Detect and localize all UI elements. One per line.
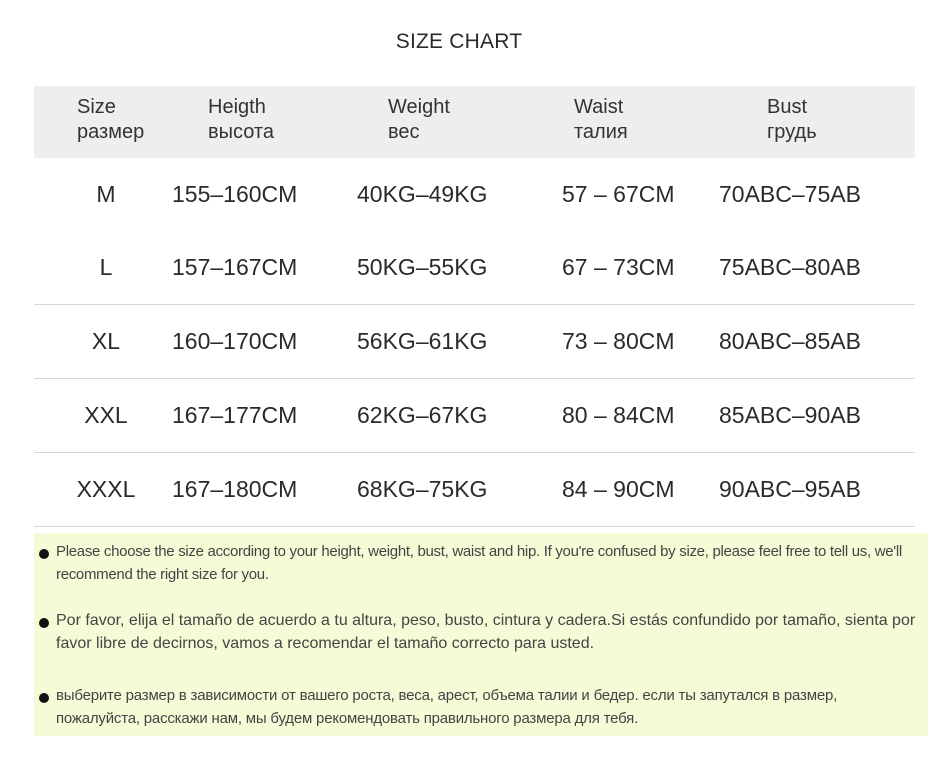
cell-size: XXL: [84, 402, 128, 428]
cell-bust: 90ABC–95AB: [719, 476, 861, 502]
bullet-icon: [39, 693, 49, 703]
notes-panel: [34, 533, 928, 736]
table-row: [34, 231, 915, 305]
cell-waist: 80 – 84CM: [562, 402, 675, 428]
cell-height: 157–167CM: [172, 254, 298, 280]
header-size: Size размер: [77, 96, 145, 143]
cell-weight: 50KG–55KG: [357, 254, 488, 280]
note-russian: выберите размер в зависимости от вашего роста, веса, арест, объема талии и бедер. если ты запутался в размер, пожалуйста, расскажи нам, мы будем рекомендовать правильного размера для тебя.: [39, 684, 924, 730]
cell-waist: 67 – 73CM: [562, 254, 675, 280]
header-waist: Waist талия: [574, 96, 628, 143]
header-bust: Bust грудь: [767, 96, 817, 143]
cell-bust: 80ABC–85AB: [719, 328, 861, 354]
cell-height: 155–160CM: [172, 181, 298, 207]
cell-waist: 73 – 80CM: [562, 328, 675, 354]
cell-bust: 85ABC–90AB: [719, 402, 861, 428]
cell-height: 160–170CM: [172, 328, 298, 354]
note-english: Please choose the size according to your height, weight, bust, waist and hip. If you're confused by size, please feel free to tell us, we'll recommend the right size for you.: [39, 540, 924, 586]
cell-weight: 40KG–49KG: [357, 181, 488, 207]
table-row: [34, 158, 915, 231]
cell-size: L: [99, 254, 113, 280]
cell-weight: 56KG–61KG: [357, 328, 488, 354]
table-row: [34, 305, 915, 379]
table-row: [34, 379, 915, 453]
note-spanish: Por favor, elija el tamaño de acuerdo a tu altura, peso, busto, cintura y cadera.Si estás confundido por tamaño, sienta por favor libre de decirnos, vamos a recomendar el tamaño correcto para usted.: [39, 609, 924, 655]
cell-waist: 84 – 90CM: [562, 476, 675, 502]
cell-weight: 62KG–67KG: [357, 402, 488, 428]
cell-height: 167–177CM: [172, 402, 298, 428]
header-height: Heigth высота: [208, 96, 274, 143]
cell-size: XXXL: [76, 476, 136, 502]
cell-weight: 68KG–75KG: [357, 476, 488, 502]
cell-bust: 75ABC–80AB: [719, 254, 861, 280]
header-weight: Weight вес: [388, 96, 450, 143]
page-title: SIZE CHART: [395, 30, 523, 53]
cell-size: XL: [91, 328, 121, 354]
table-header: [34, 86, 915, 158]
bullet-icon: [39, 618, 49, 628]
cell-bust: 70ABC–75AB: [719, 181, 861, 207]
bullet-icon: [39, 549, 49, 559]
cell-height: 167–180CM: [172, 476, 298, 502]
table-row: [34, 453, 915, 527]
cell-size: M: [96, 181, 116, 207]
cell-waist: 57 – 67CM: [562, 181, 675, 207]
